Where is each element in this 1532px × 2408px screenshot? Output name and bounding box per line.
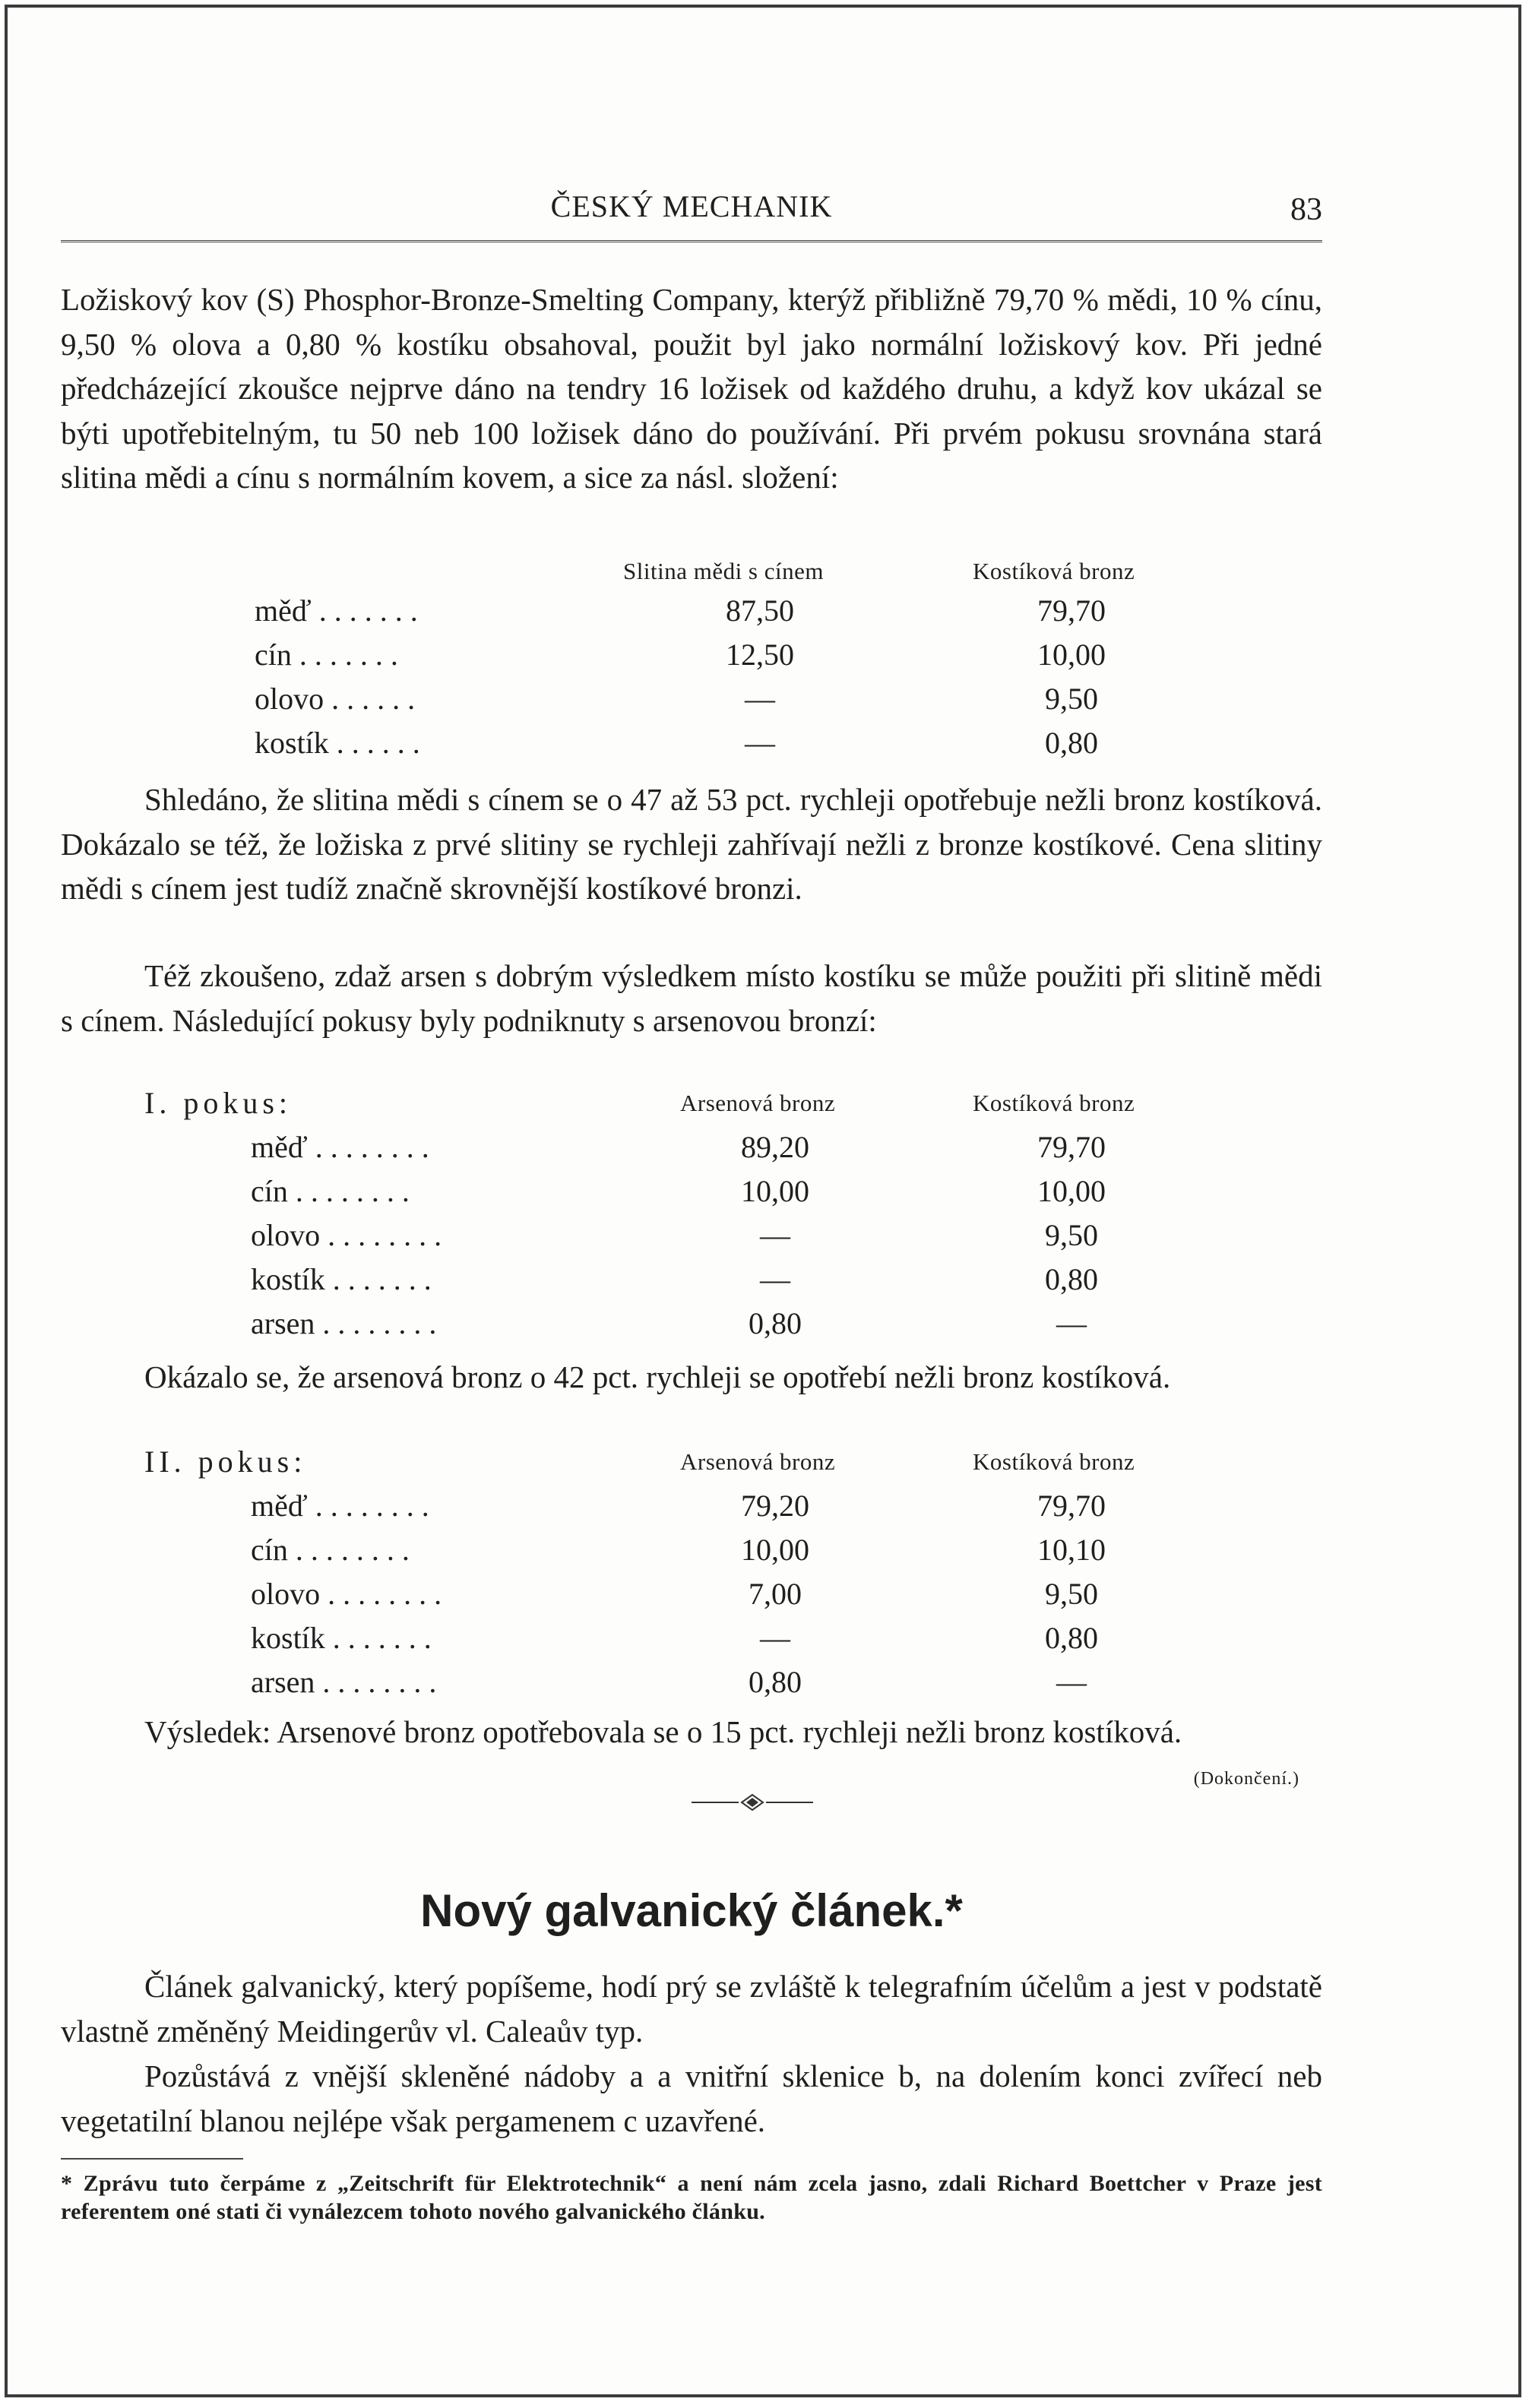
article-paragraph-2: Pozůstává z vnější skleněné nádoby a a vnitřní sklenice b, na dolením konci zvířecí neb vegetatilní blanou nejlépe však pergamenem c uzavřené. bbox=[61, 2058, 1322, 2138]
table-row bbox=[61, 1173, 1322, 1217]
row-value-b: 10,00 bbox=[1037, 638, 1106, 672]
row-value-b: 0,80 bbox=[1045, 726, 1098, 760]
footnote-rule bbox=[61, 2158, 243, 2160]
row-label: olovo . . . . . . . . bbox=[251, 1577, 442, 1611]
table-row bbox=[61, 637, 1322, 681]
row-label: měď . . . . . . . . bbox=[251, 1130, 429, 1164]
row-value-a: — bbox=[745, 726, 775, 760]
article-title: Nový galvanický článek.* bbox=[420, 1885, 963, 1936]
trial-label: I. pokus: bbox=[144, 1086, 292, 1120]
row-value-b: 9,50 bbox=[1045, 1577, 1098, 1611]
header-rule bbox=[61, 240, 1322, 242]
page-header bbox=[61, 188, 1322, 234]
row-value-b: 0,80 bbox=[1045, 1621, 1098, 1655]
row-label: kostík . . . . . . bbox=[255, 726, 420, 760]
paragraph-3: Též zkoušeno, zdaž arsen s dobrým výsledkem místo kostíku se může použiti při slitině mědi s cínem. Následující pokusy byly podniknuty s arsenovou bronzí: bbox=[61, 958, 1322, 1038]
row-label: olovo . . . . . . bbox=[255, 682, 416, 716]
row-label: kostík . . . . . . . bbox=[251, 1262, 432, 1296]
table-1-col-b-header: Kostíková bronz bbox=[973, 558, 1135, 584]
row-label: cín . . . . . . . bbox=[255, 638, 398, 672]
row-value-b: 10,10 bbox=[1037, 1533, 1106, 1567]
page-frame bbox=[5, 5, 1521, 2397]
table-row bbox=[61, 1532, 1322, 1576]
paragraph-1: Ložiskový kov (S) Phosphor-Bronze-Smelting Company, kterýž přibližně 79,70 % mědi, 10 % cínu, 9,50 % olova a 0,80 % kostíku obsahoval, použit byl jako normální ložiskový kov. Při jedné předcházející zkoušce nejprve dáno na tendry 16 ložisek od každého druhu, a když kov ukázal se býti upotřebitelným, tu 50 neb 100 ložisek dáno do používání. Při prvém pokusu srovnána stará slitina mědi a cínu s normálním kovem, a sice za násl. složení: bbox=[61, 282, 1322, 495]
running-title: ČESKÝ MECHANIK bbox=[550, 189, 833, 223]
table-row bbox=[61, 1305, 1322, 1350]
article-paragraph-1: Článek galvanický, který popíšeme, hodí prý se zvláště k telegrafním účelům a jest v podstatě vlastně změněný Meidingerův vl. Caleaův typ. bbox=[61, 1969, 1322, 2049]
paragraph-5: Výsledek: Arsenové bronz opotřebovala se o 15 pct. rychleji nežli bronz kostíková. bbox=[144, 1714, 1182, 1749]
row-value-b: 79,70 bbox=[1037, 593, 1106, 628]
row-value-a: 10,00 bbox=[741, 1174, 809, 1208]
table-2-col-a-header: Arsenová bronz bbox=[680, 1090, 836, 1116]
row-value-a: 0,80 bbox=[749, 1306, 802, 1340]
table-2-col-b-header: Kostíková bronz bbox=[973, 1090, 1135, 1116]
table-row bbox=[61, 1664, 1322, 1708]
table-row bbox=[61, 681, 1322, 725]
row-value-a: 87,50 bbox=[726, 593, 794, 628]
row-value-b: — bbox=[1056, 1306, 1087, 1340]
row-label: arsen . . . . . . . . bbox=[251, 1306, 437, 1340]
row-label: cín . . . . . . . . bbox=[251, 1533, 410, 1567]
row-value-a: — bbox=[760, 1621, 790, 1655]
table-row bbox=[61, 1620, 1322, 1664]
row-value-a: — bbox=[745, 682, 775, 716]
table-row bbox=[61, 725, 1322, 769]
trial-label: II. pokus: bbox=[144, 1444, 307, 1479]
table-row bbox=[61, 1576, 1322, 1620]
row-value-a: 89,20 bbox=[741, 1130, 809, 1164]
row-value-b: 9,50 bbox=[1045, 682, 1098, 716]
row-value-b: — bbox=[1056, 1665, 1087, 1699]
row-label: cín . . . . . . . . bbox=[251, 1174, 410, 1208]
row-label: olovo . . . . . . . . bbox=[251, 1218, 442, 1252]
row-value-a: 79,20 bbox=[741, 1489, 809, 1523]
row-label: měď . . . . . . . bbox=[255, 593, 418, 628]
row-value-a: — bbox=[760, 1218, 790, 1252]
row-value-b: 79,70 bbox=[1037, 1130, 1106, 1164]
row-value-a: 0,80 bbox=[749, 1665, 802, 1699]
row-label: arsen . . . . . . . . bbox=[251, 1665, 437, 1699]
paragraph-4: Okázalo se, že arsenová bronz o 42 pct. rychleji se opotřebí nežli bronz kostíková. bbox=[144, 1359, 1171, 1394]
table-1-col-a-header: Slitina mědi s cínem bbox=[623, 558, 824, 584]
row-value-a: 12,50 bbox=[726, 638, 794, 672]
row-value-a: 10,00 bbox=[741, 1533, 809, 1567]
table-row bbox=[61, 1129, 1322, 1173]
footnote: * Zprávu tuto čerpáme z „Zeitschrift für Elektrotechnik“ a není nám zcela jasno, zdali Richard Boettcher v Praze jest referentem oné stati či vynálezcem tohoto nového galvanického článku. bbox=[61, 2171, 1322, 2224]
row-value-b: 9,50 bbox=[1045, 1218, 1098, 1252]
row-label: kostík . . . . . . . bbox=[251, 1621, 432, 1655]
paragraph-2: Shledáno, že slitina mědi s cínem se o 47 až 53 pct. rychleji opotřebuje nežli bronz kostíková. Dokázalo se též, že ložiska z prvé slitiny se rychleji zahřívají nežli z bronze kostíkové. Cena slitiny mědi s cínem jest tudíž značně skrovnější kostíkové bronzi. bbox=[61, 782, 1322, 906]
continued-note: (Dokončení.) bbox=[1193, 1769, 1299, 1789]
row-value-b: 10,00 bbox=[1037, 1174, 1106, 1208]
row-value-a: 7,00 bbox=[749, 1577, 802, 1611]
table-row bbox=[61, 1261, 1322, 1305]
row-value-b: 79,70 bbox=[1037, 1489, 1106, 1523]
table-3-col-a-header: Arsenová bronz bbox=[680, 1448, 836, 1475]
section-ornament-icon bbox=[692, 1787, 813, 1818]
table-3-col-b-header: Kostíková bronz bbox=[973, 1448, 1135, 1475]
row-value-b: 0,80 bbox=[1045, 1262, 1098, 1296]
table-row bbox=[61, 593, 1322, 637]
row-value-a: — bbox=[760, 1262, 790, 1296]
table-row bbox=[61, 1217, 1322, 1261]
table-row bbox=[61, 1488, 1322, 1532]
row-label: měď . . . . . . . . bbox=[251, 1489, 429, 1523]
page-number: 83 bbox=[1290, 192, 1322, 227]
